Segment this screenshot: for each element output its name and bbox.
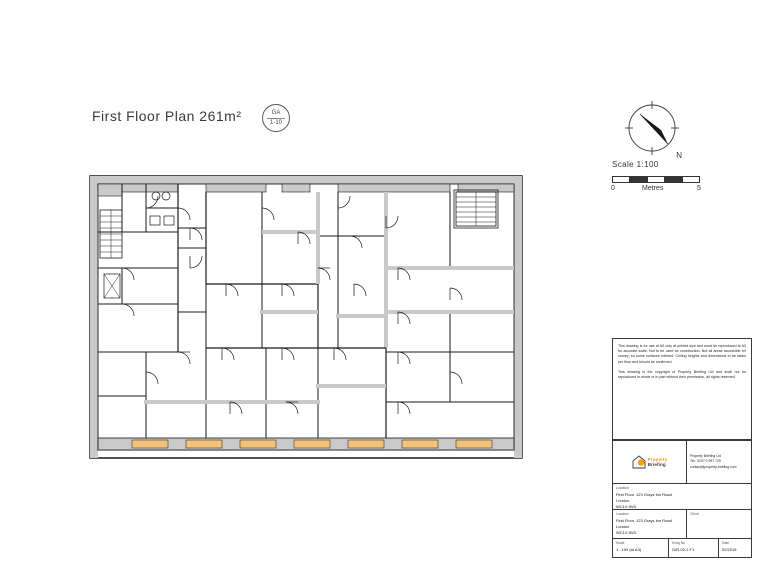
scale-tick-end: 5 <box>697 185 701 192</box>
scale-seg <box>647 176 665 183</box>
scale-field-caption: Scale <box>616 541 625 545</box>
scale-seg <box>682 176 700 183</box>
date-field <box>719 539 751 557</box>
location-repeat-line-3: WC1X 8VD <box>616 530 637 536</box>
scale-field <box>613 539 669 557</box>
location-line-1: First Floor, 123 Grays Inn Road <box>616 492 672 498</box>
company-email: contact@property-briefing.com <box>690 464 737 469</box>
scale-field-value: 1 : 100 (at A3) <box>616 547 642 553</box>
title-block-brand-row <box>613 441 751 484</box>
date-value: 02/2016 <box>722 547 737 553</box>
title-block-mid-row <box>613 510 751 539</box>
notes-paragraph-1: This drawing is for use at A3 only at printed size and must be reproduced at A3 for accurate scale. Not to be used for construction. Not all areas accessible for survey; so some surfaces inferred. Ceiling heights and dimensions to be taken per floor and should be confirmed. <box>618 344 746 364</box>
level-marker-bottom: 1-10 <box>269 119 282 126</box>
scale-ticks <box>612 185 704 195</box>
company-contact <box>687 441 751 483</box>
location-repeat-line-1: First Floor, 123 Grays Inn Road <box>616 518 672 524</box>
scale-seg <box>665 176 683 183</box>
level-marker <box>262 104 290 132</box>
location-line-3: WC1X 8VD <box>616 504 637 510</box>
notes-box <box>612 338 752 440</box>
level-marker-divider <box>267 118 285 119</box>
logo-word-first: Property <box>647 456 668 462</box>
location-line-2: London <box>616 498 630 504</box>
floor-plan-drawing <box>86 172 526 467</box>
north-arrow-icon <box>620 100 684 162</box>
location-field <box>613 484 751 510</box>
location-repeat-caption: Location <box>616 512 629 516</box>
logo-word-second: Briefing <box>647 462 666 467</box>
level-marker-top: GA <box>271 109 281 116</box>
notes-paragraph-2: This drawing is the copyright of Property Briefing Ltd and shall not be reproduced in whole or in part without their permission, all rights reserved. <box>618 369 746 380</box>
drawing-no-caption: Drwg No <box>672 541 686 545</box>
page-title: First Floor Plan 261m² <box>92 108 242 124</box>
location-caption: Location <box>616 486 629 490</box>
scale-tick-start: 0 <box>611 185 615 192</box>
title-block <box>612 440 752 558</box>
scale-bar-graphic <box>612 176 700 184</box>
north-label: N <box>676 151 682 160</box>
client-caption: Client <box>690 512 699 516</box>
drawing-no-field <box>669 539 719 557</box>
scale-units-label: Metres <box>642 185 664 192</box>
logo-mark-icon <box>632 455 646 469</box>
location-repeat-field <box>613 510 687 538</box>
company-name: Property Briefing Ltd <box>690 453 721 458</box>
date-caption: Date <box>722 541 730 545</box>
logo-wordmark <box>648 457 668 467</box>
client-field <box>687 510 751 538</box>
company-logo <box>613 441 687 483</box>
scale-seg <box>612 176 630 183</box>
scale-seg <box>630 176 648 183</box>
title-block-bottom-row <box>613 539 751 557</box>
company-tel: Tel.: 0207 0 997 729 <box>690 459 721 464</box>
location-repeat-line-2: London <box>616 524 630 530</box>
drawing-no-value: GIR-02-1.F1 <box>672 547 695 553</box>
scale-label: Scale 1:100 <box>612 160 659 169</box>
scale-bar-block <box>612 160 712 195</box>
